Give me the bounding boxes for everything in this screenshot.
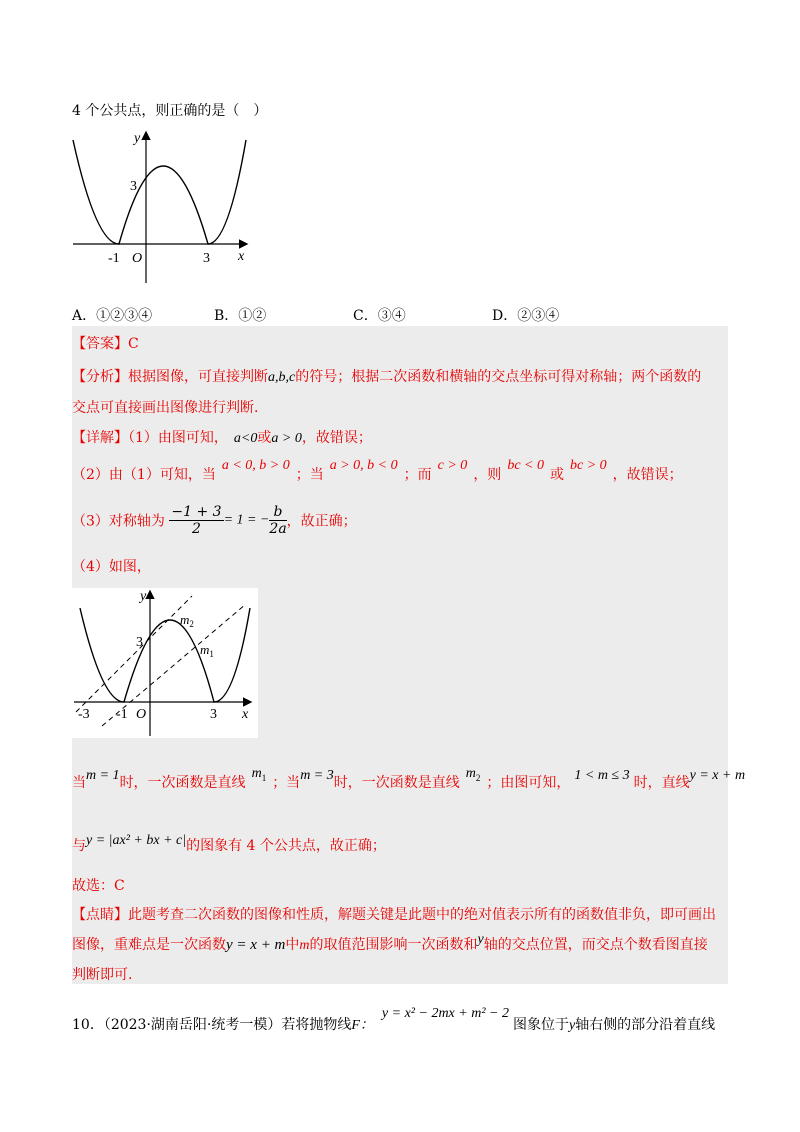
comment-text-1: 此题考查二次函数的图像和性质，解题关键是此题中的绝对值表示所有的函数值非负，即可画出 (128, 907, 716, 923)
fraction-sum-den: 2 (192, 521, 201, 537)
detail-step-4: （4）如图， (72, 559, 151, 575)
detail-s2-or: 或 (549, 467, 564, 483)
concl-text-f: 时，直线 (633, 775, 690, 791)
detail-s1-math-2: a > 0 (271, 431, 302, 446)
detail-s1-or: 或 (257, 430, 272, 446)
fraction-b-2a (269, 504, 286, 537)
comment-line-2 (72, 934, 708, 954)
concl-text-d: 时，一次函数是直线 (333, 775, 460, 791)
concl-text-h: 的图象有 4 个公共点，故正确； (186, 838, 386, 854)
option-a[interactable] (72, 305, 152, 325)
analysis-text-1: 根据图像，可直接判断 (128, 369, 268, 385)
detail-s3-text: （3）对称轴为 (72, 513, 165, 530)
comment-text-2c: 的取值范围影响一次函数和 (309, 937, 478, 953)
tick-label-3-y: 3 (130, 179, 137, 194)
next-q-number: 10． (72, 1017, 104, 1033)
conclusion-line-1 (72, 766, 746, 793)
detail-s2-math-1: a < 0, b > 0 (221, 458, 290, 473)
question-tail: 4 个公共点，则正确的是（ ） (72, 103, 268, 119)
comment-text-2a: 图像，重难点是一次函数 (72, 937, 226, 953)
figure-2-graph (72, 588, 258, 738)
choice-line: 故选：C (72, 878, 125, 894)
answer-value: C (128, 336, 139, 352)
detail-s2-math-3: c > 0 (437, 458, 468, 473)
concl-m1: $m_1$ (251, 766, 267, 783)
concl-line-eq: y = x + m (689, 768, 746, 783)
option-a-text: ①②③④ (96, 308, 153, 324)
comment-y: y (477, 932, 484, 947)
abs-parabola-curve (73, 140, 246, 244)
detail-s1-text: （1）由图可知， (128, 430, 228, 446)
detail-s2-text-d: ，则 (473, 467, 502, 483)
next-question (72, 1006, 716, 1034)
origin-label: O (136, 707, 147, 722)
comment-line-eq: y = x + m (226, 937, 286, 953)
comment-line-3: 判断即可. (72, 967, 133, 983)
fraction-b-num: b (269, 504, 286, 521)
option-b-text: ①② (238, 308, 267, 324)
x-axis-label: x (242, 707, 249, 722)
origin-label: O (132, 251, 143, 266)
next-q-F: F： (351, 1018, 374, 1033)
answer-tag: 【答案】 (72, 336, 128, 352)
detail-s2-end: ，故错误； (612, 467, 683, 483)
option-c[interactable] (353, 305, 406, 325)
concl-m-eq-3: m = 3 (300, 768, 334, 783)
comment-text-2d: 轴的交点位置，而交点个数看图直接 (483, 937, 708, 953)
analysis-math-abc: a,b,c (268, 370, 296, 385)
analysis-line-2: 交点可直接画出图像进行判断. (72, 400, 259, 416)
detail-s1-math-1: a<0 (233, 431, 258, 446)
next-q-y: y (568, 1018, 576, 1033)
analysis-tag: 【分析】 (72, 369, 128, 385)
concl-m2: $m_2$ (465, 766, 481, 783)
concl-text-c: ；当 (272, 775, 301, 791)
comment-line-1 (72, 904, 716, 924)
concl-m-eq-1: m = 1 (86, 768, 120, 783)
option-a-letter: A． (72, 308, 97, 324)
option-d[interactable] (492, 305, 559, 325)
option-c-text: ③④ (377, 308, 406, 324)
answer-line (72, 333, 139, 353)
label-m2: $m_2$ (180, 612, 194, 629)
y-axis-label: y (140, 589, 147, 604)
tick-label-3-y: 3 (136, 635, 143, 650)
detail-s2-math-2: a > 0, b < 0 (329, 458, 398, 473)
concl-text-a: 当 (72, 775, 86, 791)
detail-step-1 (72, 427, 372, 447)
detail-step-2 (72, 458, 683, 484)
detail-s3-end: ，故正确； (286, 513, 357, 530)
conclusion-line-2 (72, 835, 386, 855)
concl-text-g: 与 (72, 838, 86, 854)
option-d-text: ②③④ (517, 308, 560, 324)
concl-range: 1 < m ≤ 3 (574, 768, 630, 783)
x-axis-label: x (238, 249, 245, 264)
next-q-tail: 图象位于 (512, 1017, 569, 1033)
concl-text-e: ；由图可知， (486, 775, 571, 791)
detail-s2-text-a: （2）由（1）可知，当 (72, 467, 216, 483)
comment-m: m (299, 938, 310, 953)
fraction-sum-num: −1 + 3 (171, 504, 222, 520)
tick-label-neg3: -3 (78, 707, 90, 722)
concl-text-b: 时，一次函数是直线 (119, 775, 246, 791)
option-c-letter: C． (353, 308, 378, 324)
label-m1: $m_1$ (200, 642, 214, 659)
analysis-line-1 (72, 366, 701, 386)
detail-s1-end: ，故错误； (301, 430, 372, 446)
tick-label-3-x: 3 (210, 707, 217, 722)
y-axis-label: y (134, 131, 141, 146)
comment-tag: 【点睛】 (72, 907, 128, 923)
option-b-letter: B． (214, 308, 239, 324)
comment-text-2b: 中 (285, 937, 300, 953)
fraction-2a-den: 2a (269, 521, 287, 537)
next-q-equation: y = x² − 2mx + m² − 2 (381, 1006, 509, 1021)
figure-1-graph (68, 128, 258, 288)
detail-s3-mid: = 1 = − (223, 512, 270, 528)
option-d-letter: D． (492, 308, 518, 324)
detail-step-3 (72, 504, 357, 537)
abs-parabola-curve (80, 608, 250, 702)
detail-s2-math-5: bc > 0 (569, 458, 607, 473)
detail-s2-math-4: bc < 0 (507, 458, 544, 473)
detail-tag: 【详解】 (72, 430, 128, 446)
detail-s2-text-c: ；而 (403, 467, 432, 483)
option-b[interactable] (214, 305, 266, 325)
analysis-text-2: 的符号；根据二次函数和横轴的交点坐标可得对称轴；两个函数的 (295, 369, 702, 385)
tick-label-neg1: -1 (116, 707, 128, 722)
next-q-source: （2023·湖南岳阳·统考一模）若将抛物线 (103, 1017, 352, 1033)
concl-abs-eq: y = |ax² + bx + c| (86, 833, 187, 848)
tick-label-neg1: -1 (108, 251, 120, 266)
next-q-tail-2: 轴右侧的部分沿着直线 (575, 1017, 716, 1033)
fraction-sum (169, 504, 223, 537)
detail-s2-text-b: ；当 (295, 467, 324, 483)
tick-label-3-x: 3 (203, 251, 210, 266)
dashed-line-m2 (76, 596, 192, 712)
